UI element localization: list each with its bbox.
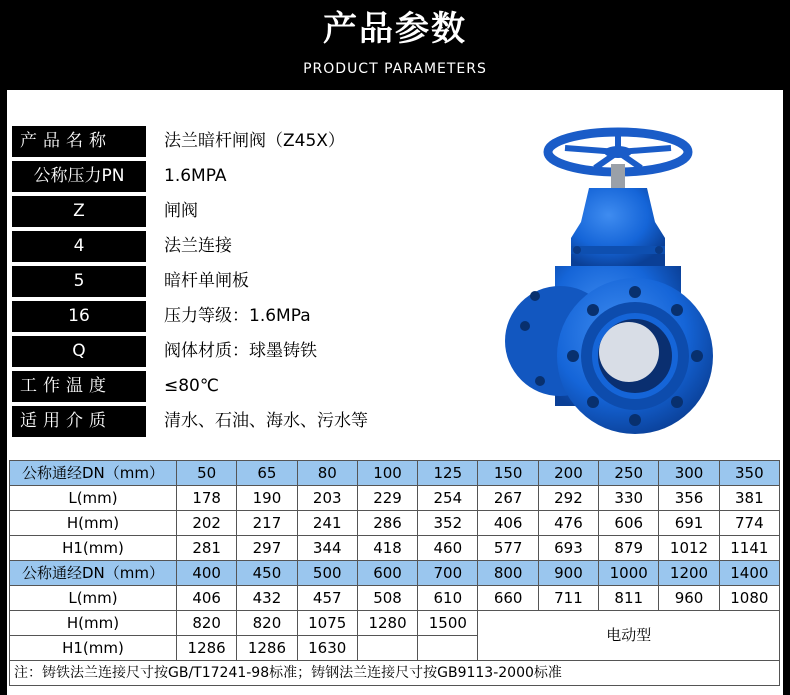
table-cell: 406 xyxy=(177,586,237,611)
param-row xyxy=(12,126,532,157)
table-cell: 960 xyxy=(659,586,719,611)
param-label: 工作温度 xyxy=(12,371,146,402)
table-cell: 1630 xyxy=(297,636,357,661)
param-value: 清水、石油、海水、污水等 xyxy=(164,411,368,431)
table-cell: 178 xyxy=(177,486,237,511)
param-row xyxy=(12,336,532,367)
table-cell: 800 xyxy=(478,561,538,586)
table-cell: 330 xyxy=(599,486,659,511)
table-cell: 774 xyxy=(719,511,779,536)
param-row xyxy=(12,371,532,402)
table-cell: 1280 xyxy=(357,611,417,636)
table-cell: 202 xyxy=(177,511,237,536)
row-label: H1(mm) xyxy=(10,536,177,561)
table-cell: 879 xyxy=(599,536,659,561)
table-row xyxy=(10,611,780,636)
table-cell: 820 xyxy=(237,611,297,636)
param-row xyxy=(12,406,532,437)
table-cell: 292 xyxy=(538,486,598,511)
table-cell: 80 xyxy=(297,461,357,486)
table-cell: 508 xyxy=(357,586,417,611)
param-row xyxy=(12,301,532,332)
table-cell: 352 xyxy=(418,511,478,536)
table-cell: 476 xyxy=(538,511,598,536)
param-label: 产品名称 xyxy=(12,126,146,157)
table-cell: 1200 xyxy=(659,561,719,586)
row-label: H(mm) xyxy=(10,611,177,636)
param-label: Z xyxy=(12,196,146,227)
table-cell: 711 xyxy=(538,586,598,611)
page-title: 产品参数 xyxy=(323,9,467,49)
table-cell: 250 xyxy=(599,461,659,486)
table-cell: 356 xyxy=(659,486,719,511)
table-cell: 693 xyxy=(538,536,598,561)
empty-cell xyxy=(357,636,417,661)
table-cell: 297 xyxy=(237,536,297,561)
table-cell: 254 xyxy=(418,486,478,511)
table-cell: 286 xyxy=(357,511,417,536)
table-cell: 1500 xyxy=(418,611,478,636)
table-cell: 241 xyxy=(297,511,357,536)
param-label: 4 xyxy=(12,231,146,262)
table-cell: 381 xyxy=(719,486,779,511)
param-label: 5 xyxy=(12,266,146,297)
table-cell: 418 xyxy=(357,536,417,561)
table-cell: 660 xyxy=(478,586,538,611)
param-value: 法兰暗杆闸阀（Z45X） xyxy=(164,131,345,151)
table-cell: 200 xyxy=(538,461,598,486)
table-cell: 1080 xyxy=(719,586,779,611)
table-cell: 691 xyxy=(659,511,719,536)
param-value: 闸阀 xyxy=(164,201,198,221)
table-cell: 700 xyxy=(418,561,478,586)
param-value: 法兰连接 xyxy=(164,236,232,256)
table-cell: 1141 xyxy=(719,536,779,561)
row-label: L(mm) xyxy=(10,586,177,611)
param-row xyxy=(12,231,532,262)
dimension-table xyxy=(9,460,780,686)
table-cell: 900 xyxy=(538,561,598,586)
table-cell: 457 xyxy=(297,586,357,611)
empty-cell xyxy=(418,636,478,661)
table-cell: 229 xyxy=(357,486,417,511)
table-cell: 820 xyxy=(177,611,237,636)
row-label: H1(mm) xyxy=(10,636,177,661)
table-row xyxy=(10,486,780,511)
table-cell: 600 xyxy=(357,561,417,586)
table-cell: 1286 xyxy=(177,636,237,661)
table-cell: 350 xyxy=(719,461,779,486)
param-value: 1.6MPA xyxy=(164,166,227,186)
table-cell: 811 xyxy=(599,586,659,611)
table-cell: 190 xyxy=(237,486,297,511)
param-value: 阀体材质：球墨铸铁 xyxy=(164,341,317,361)
param-value: 压力等级：1.6MPa xyxy=(164,306,311,326)
table-cell: 100 xyxy=(357,461,417,486)
row-label: L(mm) xyxy=(10,486,177,511)
param-label: 16 xyxy=(12,301,146,332)
param-label: 适用介质 xyxy=(12,406,146,437)
table-row xyxy=(10,586,780,611)
table-cell: 432 xyxy=(237,586,297,611)
param-value: ≤80℃ xyxy=(164,376,219,396)
table-cell: 344 xyxy=(297,536,357,561)
row-label: 公称通经DN（mm） xyxy=(10,561,177,586)
param-row xyxy=(12,266,532,297)
table-cell: 50 xyxy=(177,461,237,486)
table-cell: 1286 xyxy=(237,636,297,661)
table-cell: 450 xyxy=(237,561,297,586)
table-cell: 500 xyxy=(297,561,357,586)
table-header-row xyxy=(10,561,780,586)
page-header xyxy=(0,0,790,90)
param-value: 暗杆单闸板 xyxy=(164,271,249,291)
table-cell: 460 xyxy=(418,536,478,561)
note-row xyxy=(10,661,780,686)
param-label: 公称压力PN xyxy=(12,161,146,192)
table-row xyxy=(10,536,780,561)
table-cell: 267 xyxy=(478,486,538,511)
table-cell: 150 xyxy=(478,461,538,486)
table-cell: 1000 xyxy=(599,561,659,586)
table-note: 注：铸铁法兰连接尺寸按GB/T17241-98标准；铸钢法兰连接尺寸按GB9113-2000标准 xyxy=(10,661,780,686)
table-cell: 610 xyxy=(418,586,478,611)
table-row xyxy=(10,511,780,536)
table-cell: 203 xyxy=(297,486,357,511)
table-cell: 577 xyxy=(478,536,538,561)
table-cell: 300 xyxy=(659,461,719,486)
row-label: H(mm) xyxy=(10,511,177,536)
table-cell: 400 xyxy=(177,561,237,586)
table-cell: 606 xyxy=(599,511,659,536)
table-cell: 217 xyxy=(237,511,297,536)
table-cell: 281 xyxy=(177,536,237,561)
gate-valve-icon xyxy=(505,126,730,446)
table-cell: 406 xyxy=(478,511,538,536)
table-cell: 1012 xyxy=(659,536,719,561)
table-cell: 1075 xyxy=(297,611,357,636)
table-cell: 1400 xyxy=(719,561,779,586)
param-row xyxy=(12,196,532,227)
table-header-row xyxy=(10,461,780,486)
merged-cell: 电动型 xyxy=(478,611,780,661)
param-label: Q xyxy=(12,336,146,367)
row-label: 公称通经DN（mm） xyxy=(10,461,177,486)
param-row xyxy=(12,161,532,192)
page-subtitle: PRODUCT PARAMETERS xyxy=(303,61,487,77)
table-cell: 125 xyxy=(418,461,478,486)
table-cell: 65 xyxy=(237,461,297,486)
